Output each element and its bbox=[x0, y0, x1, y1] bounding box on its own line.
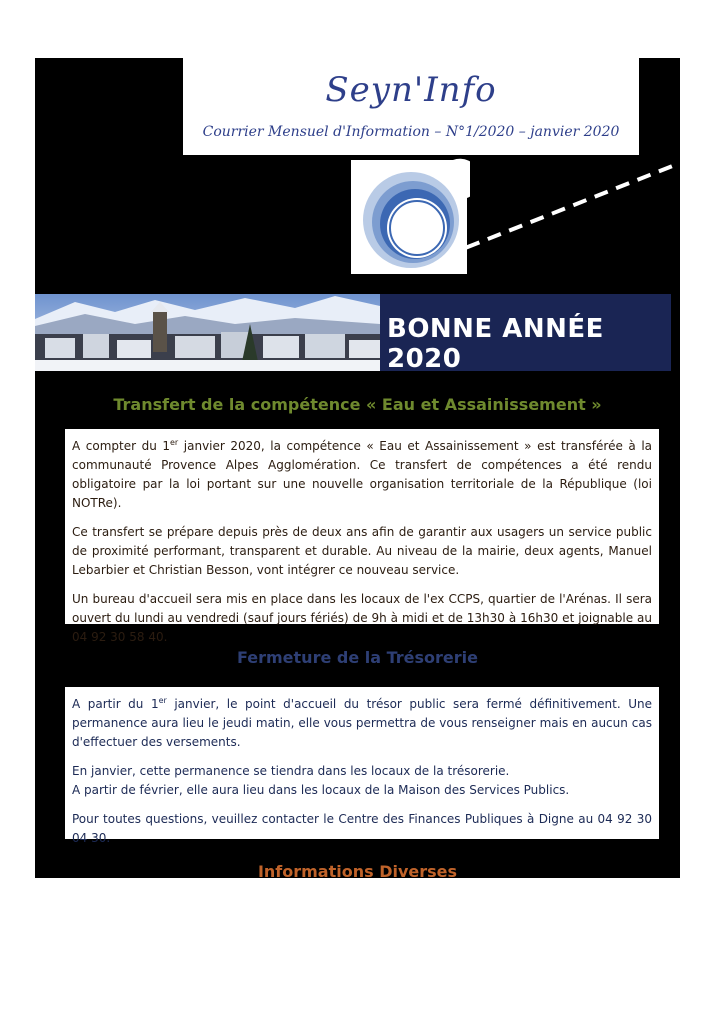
masthead-title: Seyn'Info bbox=[325, 70, 497, 110]
new-year-banner bbox=[35, 294, 671, 371]
section-title-treasury: Fermeture de la Trésorerie bbox=[236, 648, 478, 667]
treasury-box bbox=[65, 687, 659, 845]
water-paragraph-3: Un bureau d'accueil sera mis en place dans les locaux de l'ex CCPS, quartier de l'Arénas. Il sera ouvert du lundi au vendredi (sauf jours fériés) de 9h à midi et de 13h30 à 16h30 et joignable au 04 92 30 58 40. bbox=[72, 592, 652, 644]
water-paragraph-1 bbox=[72, 437, 652, 513]
newsletter-page bbox=[35, 58, 680, 878]
masthead bbox=[183, 58, 639, 155]
dashed-line-decoration bbox=[445, 158, 680, 258]
treasury-p1-sup: er bbox=[158, 696, 167, 705]
snowy-village-image bbox=[35, 294, 380, 371]
water-paragraph-2: Ce transfert se prépare depuis près de deux ans afin de garantir aux usagers un service public de proximité performant, transparent et durable. Au niveau de la mairie, deux agents, Manuel Lebarbier et Christian Besson, vont intégrer ce nouveau service. bbox=[72, 525, 652, 577]
treasury-paragraph-2 bbox=[72, 762, 652, 800]
water-p1-sup: er bbox=[170, 438, 179, 447]
treasury-paragraph-1 bbox=[72, 695, 652, 752]
treasury-paragraph-3: Pour toutes questions, veuillez contacter le Centre des Finances Publiques à Digne au 04 92 30 04 30. bbox=[72, 812, 652, 845]
water-p1-text: A compter du 1 bbox=[72, 439, 170, 453]
treasury-p2-line1: En janvier, cette permanence se tiendra dans les locaux de la trésorerie. bbox=[72, 764, 510, 778]
treasury-p1-text: A partir du 1 bbox=[72, 697, 159, 711]
water-p1-text-rest: janvier 2020, la compétence « Eau et Assainissement » est transférée à la communauté Provence Alpes Agglomération. Ce transfert de compétences a été rendu obligatoire par la loi portant sur une nouvelle organisation territoriale de la République (loi NOTRe). bbox=[72, 439, 653, 510]
treasury-p1-text-rest: janvier, le point d'accueil du trésor public sera fermé définitivement. Une permanence aura lieu le jeudi matin, elle vous permettra de vous renseigner mais en aucun cas d'effectuer des versements. bbox=[72, 697, 653, 749]
section-title-water: Transfert de la compétence « Eau et Assainissement » bbox=[113, 395, 602, 414]
section-title-misc: Informations Diverses bbox=[257, 862, 458, 878]
treasury-p2-line2: A partir de février, elle aura lieu dans les locaux de la Maison des Services Publics. bbox=[72, 783, 570, 797]
banner-title: BONNE ANNÉE 2020 bbox=[387, 314, 604, 371]
masthead-subtitle: Courrier Mensuel d'Information – N°1/2020 – janvier 2020 bbox=[202, 124, 620, 140]
water-transfer-box bbox=[65, 429, 659, 644]
